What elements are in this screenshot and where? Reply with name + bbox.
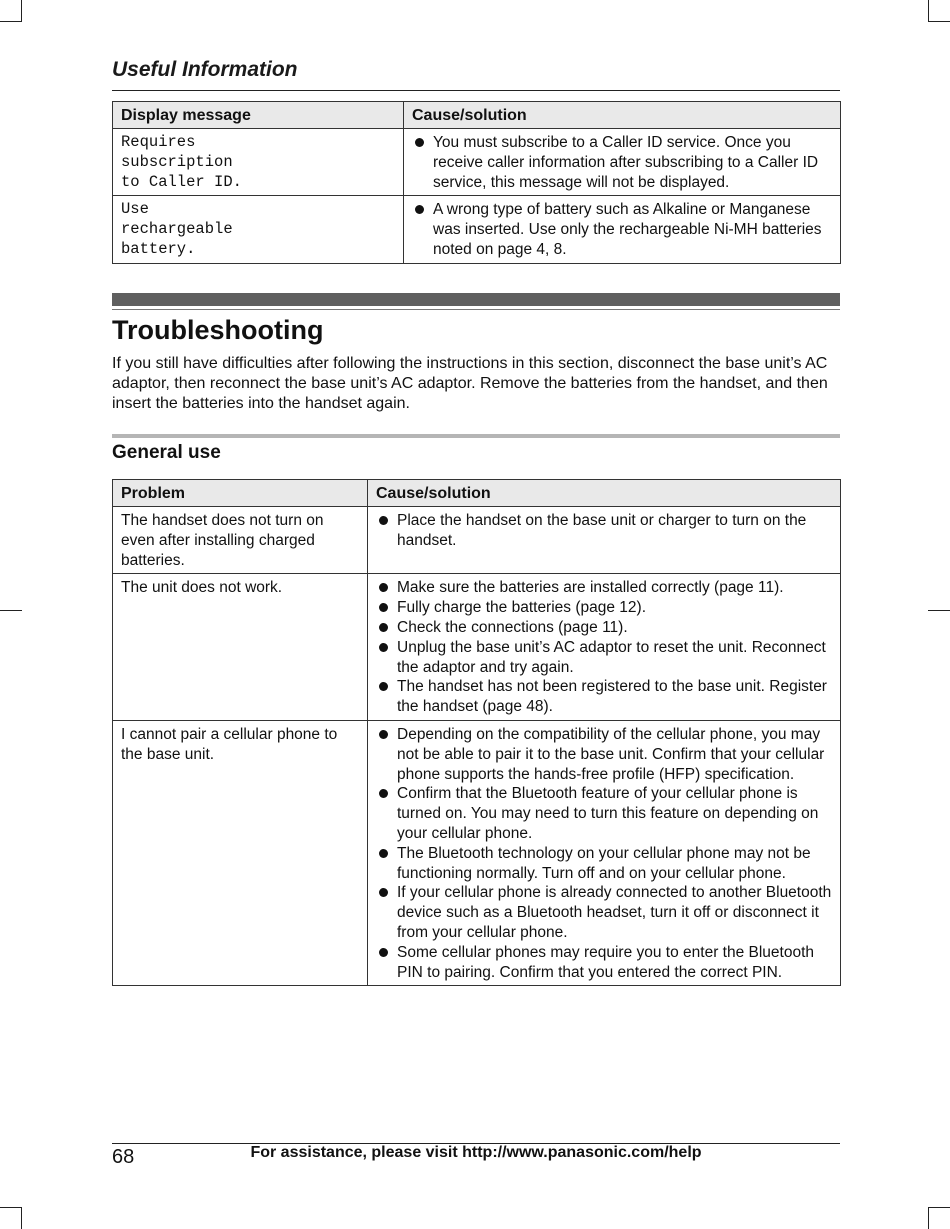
solution-cell [368, 720, 841, 985]
crop-mark [0, 610, 22, 611]
solution-text: The handset has not been registered to the base unit. Register the handset (page 48). [397, 678, 827, 716]
table-row [113, 574, 841, 721]
display-message-cell [113, 129, 404, 196]
section-divider-line [112, 309, 840, 310]
subsection-title: General use [112, 442, 221, 463]
assistance-text: For assistance, please visit http://www.panasonic.com/help [250, 1144, 702, 1161]
bullet-icon [379, 948, 388, 957]
solution-list [412, 133, 832, 192]
solution-text: Unplug the base unit’s AC adaptor to reset the unit. Reconnect the adaptor and try again. [397, 638, 826, 676]
crop-mark [928, 21, 950, 22]
page-title: Troubleshooting [112, 315, 324, 345]
list-item [376, 784, 832, 843]
general-use-table [112, 479, 841, 986]
message-line: Use [121, 200, 149, 219]
problem-cell: I cannot pair a cellular phone to the base unit. [113, 720, 368, 985]
solution-list [376, 725, 832, 982]
solution-cell [404, 196, 841, 263]
crop-mark [21, 1207, 22, 1229]
bullet-icon [379, 583, 388, 592]
solution-text: If your cellular phone is already connected to another Bluetooth device such as a Bluetooth headset, turn it off or disconnect it from your cellular phone. [397, 884, 832, 941]
crop-mark [0, 1207, 22, 1208]
problem-cell: The unit does not work. [113, 574, 368, 721]
list-item [412, 200, 832, 259]
list-item [376, 883, 832, 942]
bullet-icon [379, 682, 388, 691]
bullet-icon [379, 730, 388, 739]
solution-cell [368, 574, 841, 721]
crop-mark [928, 1207, 950, 1208]
crop-mark [928, 1207, 929, 1229]
message-line: Requires [121, 133, 196, 151]
list-item [376, 725, 832, 784]
solution-cell [404, 129, 841, 196]
bullet-icon [379, 603, 388, 612]
list-item [376, 638, 832, 678]
page-number: 68 [112, 1146, 135, 1168]
list-item [376, 943, 832, 983]
table-header-row [113, 102, 841, 129]
column-header: Cause/solution [404, 102, 841, 129]
table-row [113, 720, 841, 985]
solution-list [376, 578, 832, 717]
list-item [376, 598, 832, 618]
bullet-icon [379, 789, 388, 798]
list-item [376, 511, 832, 551]
bullet-icon [415, 205, 424, 214]
crop-mark [928, 610, 950, 611]
column-header: Problem [113, 480, 368, 507]
bullet-icon [379, 849, 388, 858]
header-rule [112, 90, 840, 91]
crop-mark [0, 21, 22, 22]
solution-text: Depending on the compatibility of the cellular phone, you may not be able to pair it to the base unit. Confirm that your cellular phone supports the hands-free profile (HFP) specification. [397, 725, 825, 783]
list-item [376, 677, 832, 717]
problem-cell: The handset does not turn on even after installing charged batteries. [113, 507, 368, 574]
solution-text: Fully charge the batteries (page 12). [397, 599, 646, 617]
solution-text: Check the connections (page 11). [397, 618, 628, 636]
bullet-icon [379, 888, 388, 897]
section-divider-bar [112, 293, 840, 306]
bullet-icon [415, 138, 424, 147]
table-row [113, 129, 841, 196]
solution-text: Confirm that the Bluetooth feature of your cellular phone is turned on. You may need to turn this feature on depending on your cellular phone. [397, 785, 819, 842]
list-item [412, 133, 832, 192]
solution-text: Place the handset on the base unit or charger to turn on the handset. [397, 512, 807, 549]
solution-cell [368, 507, 841, 574]
solution-list [376, 511, 832, 551]
message-line: rechargeable [121, 220, 233, 239]
solution-text: You must subscribe to a Caller ID service. Once you receive caller information after subscribing to a Caller ID service, this message will not be displayed. [433, 134, 819, 191]
intro-paragraph: If you still have difficulties after following the instructions in this section, disconnect the base unit’s AC adaptor, then reconnect the base unit’s AC adaptor. Remove the batteries from the handset, and then insert the batteries into the handset again. [112, 355, 828, 412]
crop-mark [21, 0, 22, 22]
solution-text: The Bluetooth technology on your cellular phone may not be functioning normally. Turn off and on your cellular phone. [397, 844, 811, 882]
subsection-rule [112, 434, 840, 438]
message-line: to Caller ID. [121, 172, 242, 191]
solution-text: A wrong type of battery such as Alkaline or Manganese was inserted. Use only the rechargeable Ni-MH batteries noted on page 4, 8. [433, 201, 822, 258]
display-message-table [112, 101, 841, 264]
column-header: Display message [113, 102, 404, 129]
list-item [376, 618, 832, 638]
message-line: subscription [121, 152, 233, 171]
bullet-icon [379, 643, 388, 652]
column-header: Cause/solution [368, 480, 841, 507]
table-row [113, 196, 841, 263]
table-header-row [113, 480, 841, 507]
list-item [376, 844, 832, 884]
display-message-cell [113, 196, 404, 263]
solution-text: Some cellular phones may require you to enter the Bluetooth PIN to pairing. Confirm that you entered the correct PIN. [397, 943, 815, 981]
section-header: Useful Information [112, 58, 298, 81]
bullet-icon [379, 623, 388, 632]
solution-text: Make sure the batteries are installed correctly (page 11). [397, 579, 784, 597]
table-row [113, 507, 841, 574]
list-item [376, 578, 832, 598]
crop-mark [928, 0, 929, 22]
bullet-icon [379, 516, 388, 525]
solution-list [412, 200, 832, 259]
message-line: battery. [121, 239, 196, 258]
